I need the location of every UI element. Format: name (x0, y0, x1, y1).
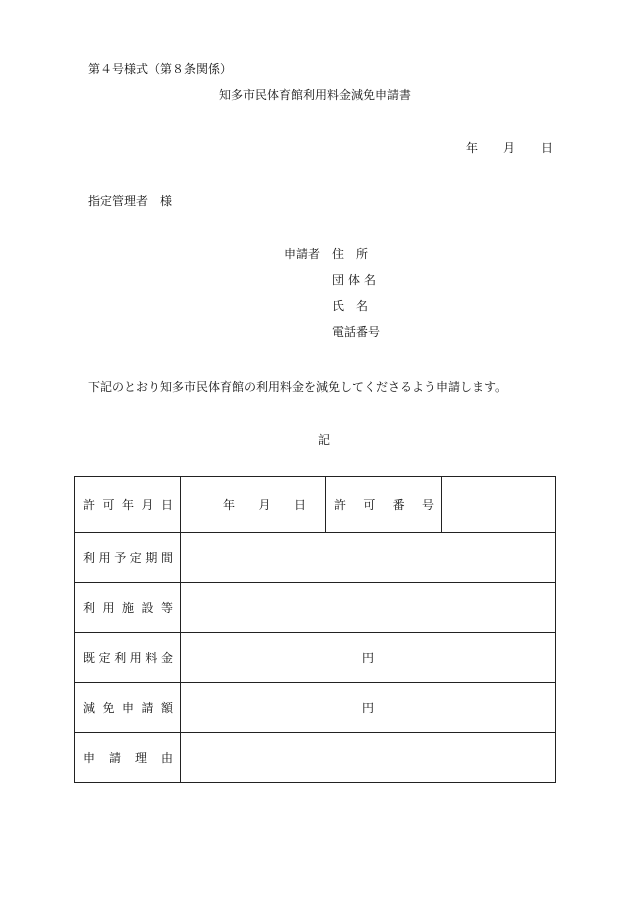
reason-label (75, 749, 180, 766)
table-label-cell (75, 733, 181, 783)
permit-date-value-cell[interactable] (181, 477, 326, 533)
facility-label (75, 599, 180, 616)
form-number: 第４号様式（第８条関係） (88, 62, 233, 76)
applicant-block (0, 248, 630, 348)
application-detail-table (74, 476, 556, 783)
label-char: 請 (141, 701, 154, 715)
label-char: 施 (121, 601, 134, 615)
label-char: 間 (160, 551, 173, 565)
label-char: 日 (160, 498, 173, 512)
table-row (75, 633, 556, 683)
table-row (75, 683, 556, 733)
label-char: 減 (83, 701, 96, 715)
label-char: 用 (98, 551, 111, 565)
addressee: 指定管理者 様 (88, 194, 173, 208)
label-char: 可 (102, 498, 115, 512)
date-day-label: 日 (541, 141, 554, 155)
request-statement: 下記のとおり知多市民体育館の利用料金を減免してくださるよう申請します。 (88, 380, 508, 394)
standard-fee-yen: 円 (361, 651, 374, 665)
date-year-label: 年 (466, 141, 479, 155)
reason-value-cell[interactable] (181, 733, 556, 783)
label-char: 額 (160, 701, 173, 715)
usage-period-value-cell[interactable] (181, 533, 556, 583)
permit-date-label (75, 496, 180, 513)
label-char: 許 (83, 498, 96, 512)
label-char: 号 (421, 498, 434, 512)
table-row (75, 733, 556, 783)
label-char: 定 (129, 551, 142, 565)
reduction-amount-label (75, 699, 180, 716)
label-char: 年 (121, 498, 134, 512)
label-char: 許 (334, 498, 347, 512)
permit-number-label (326, 496, 441, 513)
permit-date-month: 月 (258, 498, 271, 512)
applicant-role-label: 申請者 (284, 247, 321, 261)
address-label: 住 所 (332, 247, 369, 261)
table-row (75, 477, 556, 533)
label-char: 申 (83, 751, 96, 765)
ki-heading: 記 (317, 433, 330, 447)
table-label-cell (75, 533, 181, 583)
standard-fee-value-cell[interactable] (181, 633, 556, 683)
reduction-amount-value-cell[interactable] (181, 683, 556, 733)
label-char: 理 (134, 751, 147, 765)
label-char: 請 (108, 751, 121, 765)
reduction-amount-yen: 円 (361, 701, 374, 715)
table-row (75, 583, 556, 633)
label-char: 由 (160, 751, 173, 765)
permit-number-label-cell (326, 477, 442, 533)
organization-name-label: 団体名 (332, 273, 381, 287)
permit-date-day: 日 (293, 498, 306, 512)
table-row (75, 533, 556, 583)
facility-value-cell[interactable] (181, 583, 556, 633)
label-char: 利 (83, 601, 96, 615)
label-char: 定 (98, 651, 111, 665)
permit-date-year: 年 (223, 498, 236, 512)
label-char: 月 (141, 498, 154, 512)
usage-period-label (75, 549, 180, 566)
name-label: 氏 名 (332, 299, 369, 313)
label-char: 申 (121, 701, 134, 715)
label-char: 既 (83, 651, 96, 665)
table-label-cell (75, 633, 181, 683)
label-char: 利 (83, 551, 96, 565)
label-char: 番 (392, 498, 405, 512)
label-char: 設 (141, 601, 154, 615)
label-char: 用 (102, 601, 115, 615)
label-char: 金 (160, 651, 173, 665)
label-char: 用 (129, 651, 142, 665)
date-month-label: 月 (503, 141, 516, 155)
permit-number-value-cell[interactable] (442, 477, 556, 533)
phone-number-label: 電話番号 (332, 325, 381, 339)
label-char: 可 (363, 498, 376, 512)
table-label-cell (75, 583, 181, 633)
label-char: 利 (114, 651, 127, 665)
label-char: 料 (145, 651, 158, 665)
label-char: 免 (102, 701, 115, 715)
label-char: 等 (160, 601, 173, 615)
permit-date-label-cell (75, 477, 181, 533)
standard-fee-label (75, 649, 180, 666)
table-label-cell (75, 683, 181, 733)
label-char: 予 (114, 551, 127, 565)
document-title: 知多市民体育館利用料金減免申請書 (218, 88, 411, 102)
label-char: 期 (145, 551, 158, 565)
application-date (466, 142, 553, 154)
